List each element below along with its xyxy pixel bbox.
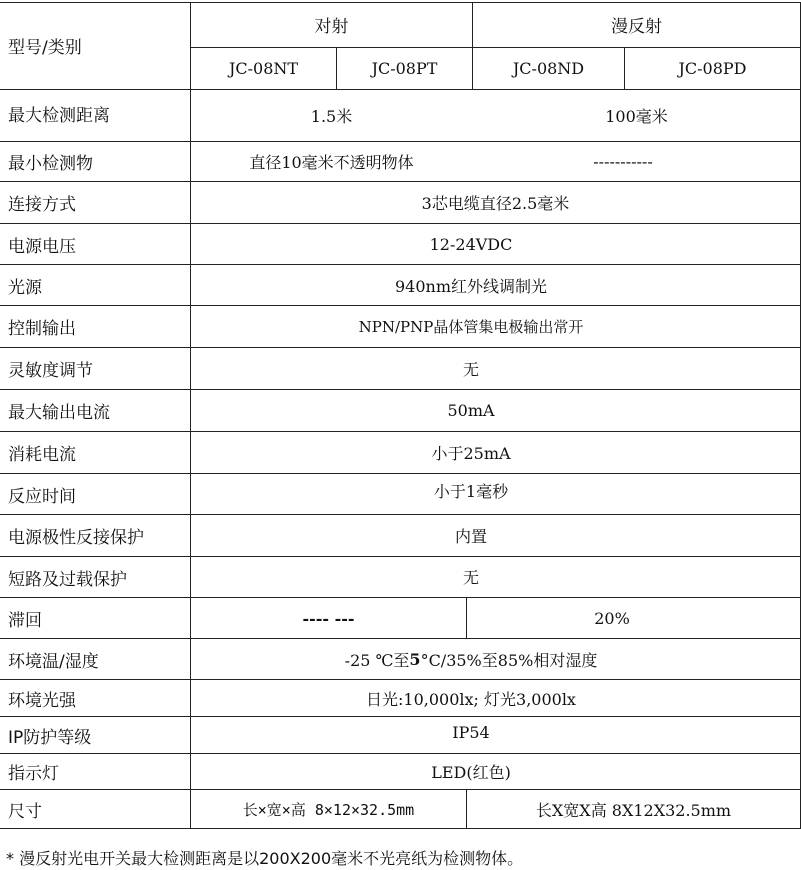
header-type-label: 型号/类别 [8, 38, 82, 58]
reverse-protect-value: 内置 [454, 527, 487, 546]
short-protect-value: 无 [462, 567, 479, 587]
row-label-output: 控制输出 [8, 319, 76, 339]
header-model: JC-08PD [678, 59, 747, 78]
row-label-env-light: 环境光强 [8, 690, 76, 711]
size-through: 长×宽×高 8×12×32.5mm [242, 800, 415, 819]
row-label-ip: IP防护等级 [8, 727, 92, 748]
output-value: NPN/PNP晶体管集电极输出常开 [358, 318, 584, 336]
max-distance-diffuse: 100毫米 [605, 107, 668, 126]
row-label-short-protect: 短路及过载保护 [8, 569, 127, 590]
env-temp-suffix: °C/35%至85%相对湿度 [420, 650, 598, 670]
min-object-diffuse: ----------- [593, 152, 653, 171]
consumption-value: 小于25mA [431, 444, 511, 463]
row-label-voltage: 电源电压 [8, 236, 76, 257]
indicator-value: LED(红色) [431, 763, 511, 782]
header-group-through: 对射 [314, 17, 349, 37]
size-diffuse: 长X宽X高 8X12X32.5mm [535, 800, 732, 820]
row-label-size: 尺寸 [8, 801, 42, 822]
row-label-consumption: 消耗电流 [8, 445, 76, 465]
hysteresis-through: ---- --- [302, 608, 355, 628]
env-temp-bold: 5 [409, 649, 421, 669]
sensitivity-value: 无 [462, 360, 479, 379]
row-label-indicator: 指示灯 [8, 764, 59, 784]
response-value: 小于1毫秒 [433, 481, 509, 501]
header-model: JC-08ND [512, 59, 585, 78]
env-temp-value [191, 639, 751, 679]
row-label-min-object: 最小检测物 [8, 154, 93, 174]
row-label-response: 反应时间 [8, 486, 76, 507]
row-label-env-temp: 环境温/湿度 [8, 651, 99, 672]
row-label-light-source: 光源 [8, 277, 42, 298]
header-model: JC-08PT [371, 59, 438, 78]
max-distance-through: 1.5米 [310, 107, 353, 126]
light-source-value: 940nm红外线调制光 [394, 276, 548, 296]
row-label-sensitivity: 灵敏度调节 [8, 361, 93, 381]
max-output-current-value: 50mA [447, 401, 495, 420]
connection-value: 3芯电缆直径2.5毫米 [421, 194, 570, 213]
min-object-through: 直径10毫米不透明物体 [249, 153, 414, 172]
env-temp-prefix: -25 ℃至 [344, 650, 410, 670]
row-label-hysteresis: 滞回 [8, 610, 42, 631]
voltage-value: 12-24VDC [429, 234, 513, 254]
ip-value: IP54 [452, 722, 490, 742]
row-label-reverse-protect: 电源极性反接保护 [8, 528, 144, 548]
row-label-connection: 连接方式 [8, 195, 76, 215]
header-model: JC-08NT [228, 59, 299, 78]
hysteresis-diffuse: 20% [594, 608, 630, 628]
row-label-max-distance: 最大检测距离 [8, 105, 110, 126]
table-border-bottom [0, 828, 801, 829]
row-label-max-output-current: 最大输出电流 [8, 403, 110, 423]
header-group-diffuse: 漫反射 [611, 17, 662, 37]
env-light-value: 日光:10,000lx; 灯光3,000lx [366, 689, 576, 709]
footnote: * 漫反射光电开关最大检测距离是以200X200毫米不光亮纸为检测物体。 [6, 849, 524, 868]
